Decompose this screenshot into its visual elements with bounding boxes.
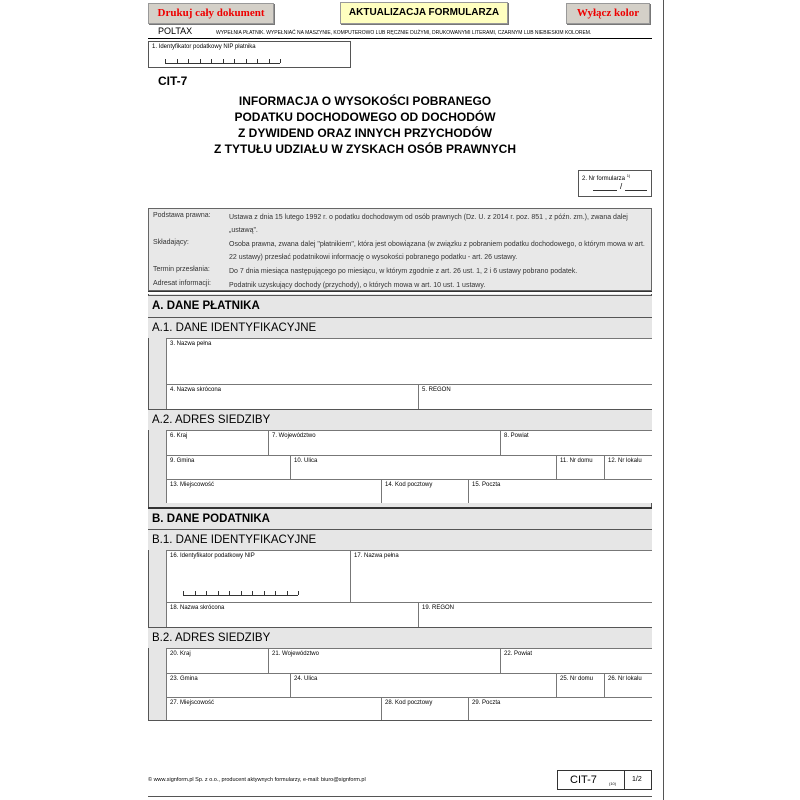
footer-form-code: CIT-7 [570, 774, 597, 786]
field-1-nip-payer[interactable] [148, 41, 351, 68]
update-form-button[interactable]: AKTUALIZACJA FORMULARZA [340, 2, 508, 24]
field-label: 24. Ulica [294, 676, 318, 682]
footer-form-code-box [557, 770, 652, 790]
field-4[interactable] [166, 384, 418, 409]
form-code: CIT-7 [158, 74, 188, 88]
field-14[interactable] [381, 479, 468, 503]
field-label: 6. Kraj [170, 433, 188, 439]
field-label: 26. Nr lokalu [608, 676, 642, 682]
field-label: 10. Ulica [294, 458, 318, 464]
legal-info-box [148, 208, 652, 291]
field-13[interactable] [166, 479, 381, 503]
header-rule [148, 38, 652, 39]
field-label: 17. Nazwa pełna [354, 553, 399, 559]
field-label: 1. Identyfikator podatkowy NIP płatnika [152, 44, 256, 50]
nip-comb [165, 59, 280, 64]
field-label: 12. Nr lokalu [608, 458, 642, 464]
form-title [148, 93, 582, 157]
field-28[interactable] [381, 697, 468, 720]
nip-comb [183, 591, 298, 596]
divider [624, 770, 625, 790]
footer-rule [148, 796, 652, 797]
field-label: 7. Województwo [272, 433, 316, 439]
section-b1-header: B.1. DANE IDENTYFIKACYJNE [148, 529, 652, 550]
field-label: 23. Gmina [170, 676, 198, 682]
title-line: Z DYWIDEND ORAZ INNYCH PRZYCHODÓW [238, 126, 492, 140]
section-a2-header: A.2. ADRES SIEDZIBY [148, 409, 652, 430]
field-5[interactable] [418, 384, 652, 409]
field-8[interactable] [500, 430, 652, 455]
title-line: INFORMACJA O WYSOKOŚCI POBRANEGO [238, 94, 492, 108]
field-11[interactable] [556, 455, 604, 479]
field-2-form-number[interactable] [578, 170, 652, 197]
title-line: Z TYTUŁU UDZIAŁU W ZYSKACH OSÓB PRAWNYCH [214, 142, 516, 156]
footnote-mark: 1) [626, 173, 631, 178]
field-23[interactable] [166, 673, 290, 697]
poltax-label: POLTAX [158, 26, 193, 36]
field-label: 28. Kod pocztowy [385, 700, 433, 706]
field-label: 19. REGON [422, 605, 455, 611]
field-label: 13. Miejscowość [170, 482, 215, 488]
field-16[interactable] [166, 550, 350, 602]
field-6[interactable] [166, 430, 268, 455]
field-19[interactable] [418, 602, 652, 627]
footer-form-version: (10) [609, 781, 617, 786]
field-22[interactable] [500, 648, 652, 673]
field-29[interactable] [468, 697, 652, 720]
field-18[interactable] [166, 602, 418, 627]
color-off-button[interactable]: Wyłącz kolor [566, 3, 650, 24]
field-7[interactable] [268, 430, 500, 455]
section-a1-header: A.1. DANE IDENTYFIKACYJNE [148, 317, 652, 338]
field-label: 22. Powiat [504, 651, 533, 657]
field-17[interactable] [350, 550, 652, 602]
field-label: 14. Kod pocztowy [385, 482, 433, 488]
field-9[interactable] [166, 455, 290, 479]
field-label: 18. Nazwa skrócona [170, 605, 225, 611]
field-label: 4. Nazwa skrócona [170, 387, 222, 393]
page-edge [663, 0, 664, 800]
section-b2-header: B.2. ADRES SIEDZIBY [148, 627, 652, 648]
info-value: Podatnik uzyskujący dochody (przychody), o których mowa w art. 10 ust. 1 ustawy. [229, 282, 486, 289]
field-label-text: 2. Nr formularza [582, 176, 626, 182]
field-label: 15. Poczta [472, 482, 501, 488]
field-26[interactable] [604, 673, 652, 697]
field-label: 3. Nazwa pełna [170, 341, 212, 347]
field-label: 5. REGON [422, 387, 451, 393]
copyright-footer: © www.signform.pl Sp. z o.o., producent aktywnych formularzy, e-mail: biuro@signform.pl [148, 777, 366, 783]
form-number-part [593, 186, 617, 191]
field-label: 9. Gmina [170, 458, 195, 464]
info-value: Osoba prawna, zwana dalej "płatnikiem", która jest obowiązana (w związku z pobraniem podatku dochodowego, o którym mowa w art. 22 ustawy) przesłać podatnikowi informację o wysokości pobranego podatku - art. 26 ustawy. [229, 241, 645, 261]
info-key: Składający: [153, 239, 189, 246]
field-label: 21. Województwo [272, 651, 319, 657]
field-label: 25. Nr domu [560, 676, 594, 682]
info-key: Podstawa prawna: [153, 212, 211, 219]
field-25[interactable] [556, 673, 604, 697]
footer-page-number: 1/2 [632, 776, 642, 783]
section-a-header: A. DANE PŁATNIKA [148, 295, 652, 317]
field-label: 11. Nr domu [560, 458, 593, 464]
info-key: Termin przesłania: [153, 266, 210, 273]
field-20[interactable] [166, 648, 268, 673]
instruction-text: WYPEŁNIA PŁATNIK. WYPEŁNIAĆ NA MASZYNIE, KOMPUTEROWO LUB RĘCZNIE DUŻYMI, DRUKOWANYMI LITERAMI, CZARNYM LUB NIEBIESKIM KOLOREM. [216, 30, 592, 36]
info-value: Ustawa z dnia 15 lutego 1992 r. o podatku dochodowym od osób prawnych (Dz. U. z 2014 r. poz. 851 , z późn. zm.), zwana dalej „ustawą”. [229, 214, 628, 234]
separator: / [620, 182, 623, 191]
print-all-button[interactable]: Drukuj cały dokument [148, 3, 274, 24]
info-key: Adresat informacji: [153, 280, 211, 287]
field-10[interactable] [290, 455, 556, 479]
section-b-header: B. DANE PODATNIKA [148, 507, 652, 529]
field-label: 8. Powiat [504, 433, 529, 439]
field-label: 27. Miejscowość [170, 700, 215, 706]
info-value: Do 7 dnia miesiąca następującego po miesiącu, w którym zgodnie z art. 26 ust. 1, 2 i 6 ustawy pobrano podatek. [229, 268, 578, 275]
title-line: PODATKU DOCHODOWEGO OD DOCHODÓW [234, 110, 496, 124]
field-label [582, 173, 630, 182]
field-label: 29. Poczta [472, 700, 501, 706]
field-label: 20. Kraj [170, 651, 191, 657]
form-number-total [625, 186, 647, 191]
field-label: 16. Identyfikator podatkowy NIP [170, 553, 255, 559]
field-27[interactable] [166, 697, 381, 720]
field-15[interactable] [468, 479, 652, 503]
field-12[interactable] [604, 455, 652, 479]
field-3[interactable] [166, 338, 652, 384]
field-24[interactable] [290, 673, 556, 697]
field-21[interactable] [268, 648, 500, 673]
